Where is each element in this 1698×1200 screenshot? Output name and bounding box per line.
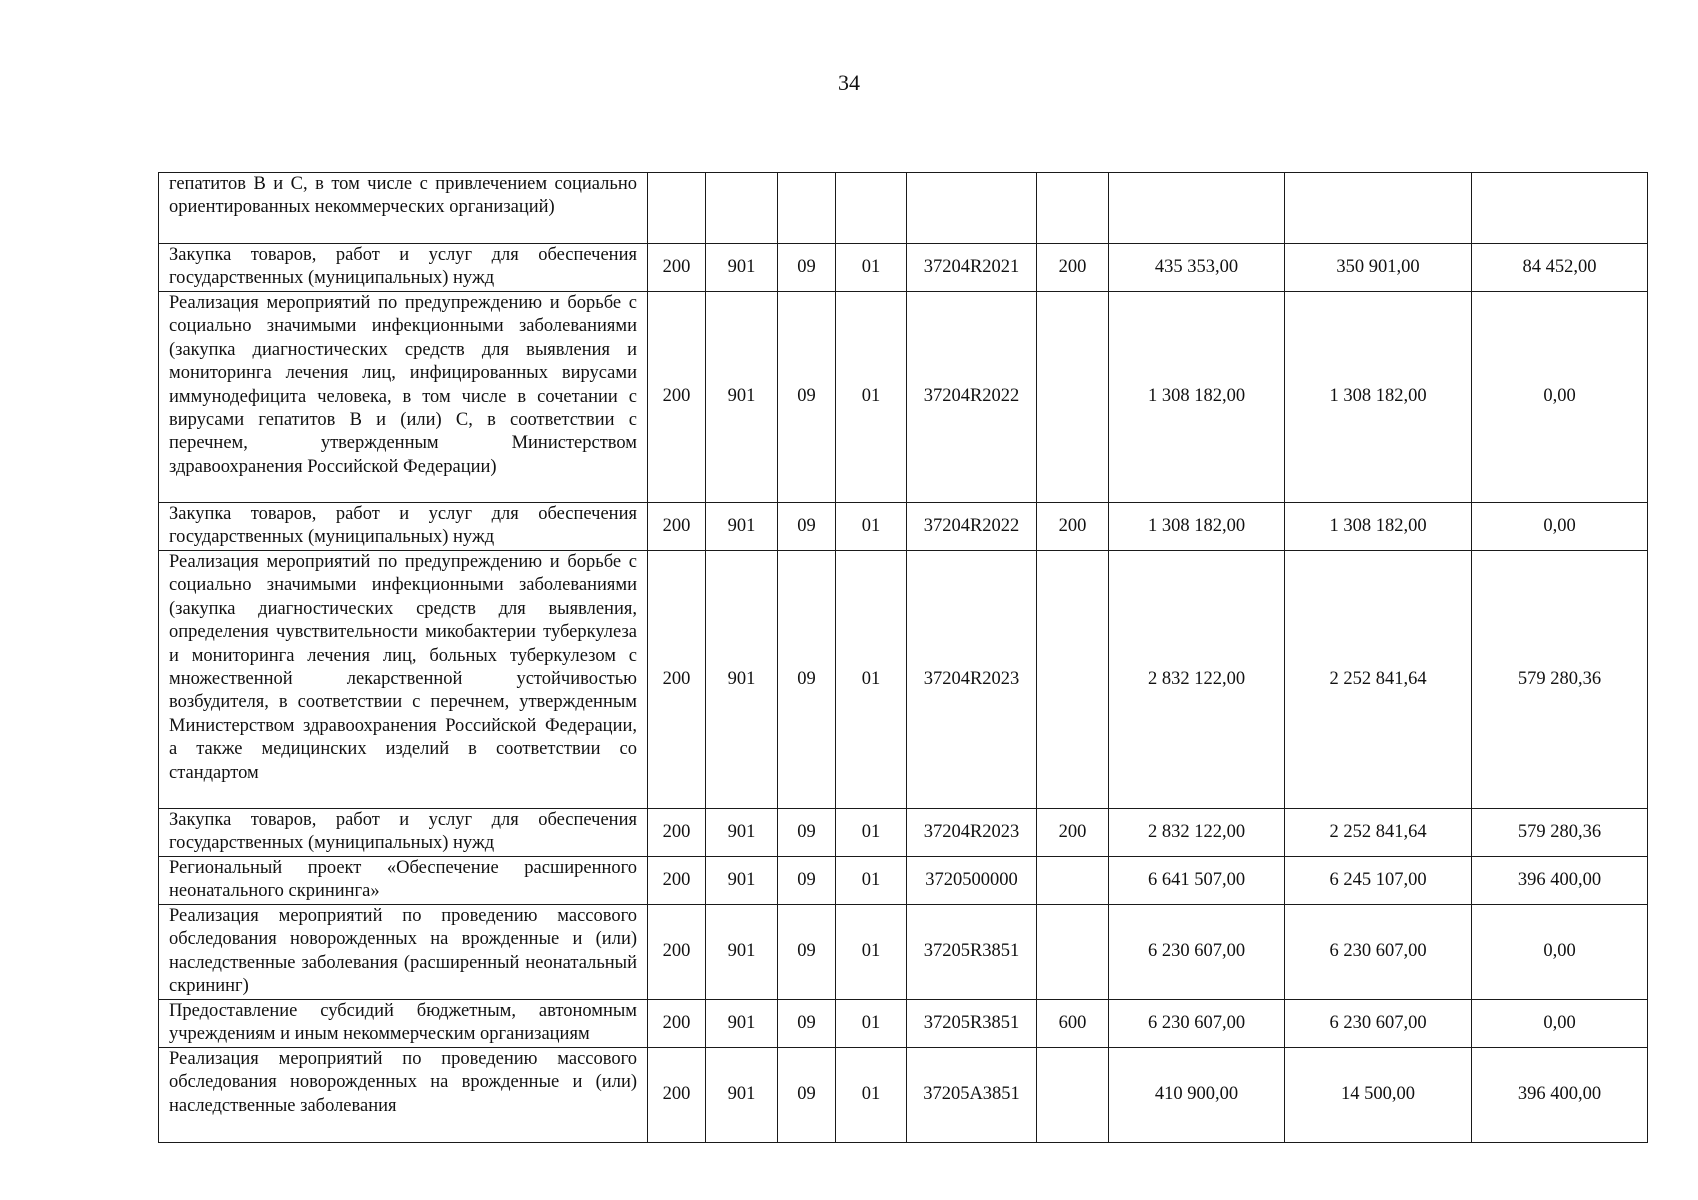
table-row	[159, 503, 1648, 551]
table-row	[159, 809, 1648, 857]
cell-expense-type	[1037, 1048, 1109, 1143]
cell-subsection: 01	[836, 551, 907, 809]
cell-target-article: 37204R2022	[907, 503, 1037, 551]
cell-code-1: 200	[648, 551, 706, 809]
cell-code-1: 200	[648, 503, 706, 551]
cell-expense-type: 200	[1037, 244, 1109, 292]
cell-description: Региональный проект «Обеспечение расширенного неонатального скрининга»	[159, 857, 648, 905]
budget-table	[158, 172, 1648, 1143]
cell-target-article: 37205A3851	[907, 1048, 1037, 1143]
cell-amount-total: 435 353,00	[1109, 244, 1285, 292]
cell-subsection: 01	[836, 905, 907, 1000]
cell-section: 09	[778, 551, 836, 809]
cell-subsection: 01	[836, 503, 907, 551]
cell-target-article: 37204R2021	[907, 244, 1037, 292]
cell-expense-type	[1037, 857, 1109, 905]
cell-amount-2: 579 280,36	[1472, 551, 1648, 809]
cell-code-2: 901	[706, 1000, 778, 1048]
cell-amount-2: 0,00	[1472, 503, 1648, 551]
cell-target-article: 3720500000	[907, 857, 1037, 905]
cell-amount-1: 350 901,00	[1285, 244, 1472, 292]
cell-amount-2: 84 452,00	[1472, 244, 1648, 292]
cell-amount-1: 1 308 182,00	[1285, 503, 1472, 551]
table-row	[159, 905, 1648, 1000]
cell-section: 09	[778, 905, 836, 1000]
cell-section: 09	[778, 809, 836, 857]
cell-expense-type	[1037, 551, 1109, 809]
cell-description: Реализация мероприятий по предупреждению и борьбе с социально значимыми инфекционными заболеваниями (закупка диагностических средств для выявления и мониторинга лечения лиц, инфицированных вирусами иммунодефицита человека, в том числе в сочетании с вирусами гепатитов В и (или) С, в соответствии с перечнем, утвержденным Министерством здравоохранения Российской Федерации)	[159, 292, 648, 503]
cell-amount-2: 0,00	[1472, 905, 1648, 1000]
cell-code-2: 901	[706, 503, 778, 551]
cell-code-1: 200	[648, 905, 706, 1000]
cell-code-2: 901	[706, 292, 778, 503]
cell-code-2: 901	[706, 551, 778, 809]
cell-amount-1	[1285, 173, 1472, 244]
cell-amount-total: 2 832 122,00	[1109, 809, 1285, 857]
cell-code-2: 901	[706, 809, 778, 857]
table-row	[159, 1000, 1648, 1048]
cell-amount-2: 396 400,00	[1472, 857, 1648, 905]
cell-code-2: 901	[706, 857, 778, 905]
cell-amount-total: 6 641 507,00	[1109, 857, 1285, 905]
table-row	[159, 173, 1648, 244]
cell-section: 09	[778, 503, 836, 551]
cell-expense-type: 200	[1037, 809, 1109, 857]
cell-amount-1: 2 252 841,64	[1285, 551, 1472, 809]
table-row	[159, 857, 1648, 905]
cell-code-1: 200	[648, 244, 706, 292]
cell-description: Предоставление субсидий бюджетным, автономным учреждениям и иным некоммерческим организациям	[159, 1000, 648, 1048]
cell-amount-1: 1 308 182,00	[1285, 292, 1472, 503]
cell-amount-total: 6 230 607,00	[1109, 905, 1285, 1000]
cell-amount-total: 410 900,00	[1109, 1048, 1285, 1143]
cell-section: 09	[778, 292, 836, 503]
cell-amount-2: 579 280,36	[1472, 809, 1648, 857]
cell-description: Реализация мероприятий по проведению массового обследования новорожденных на врожденные и (или) наследственные заболевания	[159, 1048, 648, 1143]
cell-amount-total: 1 308 182,00	[1109, 503, 1285, 551]
page-number: 34	[838, 70, 860, 95]
cell-target-article	[907, 173, 1037, 244]
cell-amount-1: 2 252 841,64	[1285, 809, 1472, 857]
cell-expense-type	[1037, 905, 1109, 1000]
cell-code-1: 200	[648, 292, 706, 503]
cell-section: 09	[778, 1000, 836, 1048]
cell-amount-2: 0,00	[1472, 1000, 1648, 1048]
cell-subsection: 01	[836, 1048, 907, 1143]
cell-expense-type: 600	[1037, 1000, 1109, 1048]
cell-expense-type: 200	[1037, 503, 1109, 551]
cell-code-1: 200	[648, 1048, 706, 1143]
cell-amount-2: 0,00	[1472, 292, 1648, 503]
cell-subsection: 01	[836, 292, 907, 503]
cell-section: 09	[778, 1048, 836, 1143]
cell-code-2: 901	[706, 244, 778, 292]
cell-description: Закупка товаров, работ и услуг для обеспечения государственных (муниципальных) нужд	[159, 809, 648, 857]
cell-amount-total: 2 832 122,00	[1109, 551, 1285, 809]
cell-target-article: 37204R2023	[907, 809, 1037, 857]
cell-amount-1: 6 230 607,00	[1285, 905, 1472, 1000]
table-row	[159, 292, 1648, 503]
cell-code-1: 200	[648, 1000, 706, 1048]
cell-code-2: 901	[706, 1048, 778, 1143]
cell-description: Закупка товаров, работ и услуг для обеспечения государственных (муниципальных) нужд	[159, 244, 648, 292]
cell-target-article: 37205R3851	[907, 905, 1037, 1000]
cell-code-1: 200	[648, 809, 706, 857]
cell-amount-total: 1 308 182,00	[1109, 292, 1285, 503]
cell-subsection: 01	[836, 1000, 907, 1048]
cell-amount-total	[1109, 173, 1285, 244]
cell-description: Закупка товаров, работ и услуг для обеспечения государственных (муниципальных) нужд	[159, 503, 648, 551]
cell-amount-2: 396 400,00	[1472, 1048, 1648, 1143]
cell-code-2	[706, 173, 778, 244]
cell-subsection: 01	[836, 857, 907, 905]
cell-target-article: 37205R3851	[907, 1000, 1037, 1048]
cell-description: Реализация мероприятий по проведению массового обследования новорожденных на врожденные и (или) наследственные заболевания (расширенный неонатальный скрининг)	[159, 905, 648, 1000]
cell-description: гепатитов В и С, в том числе с привлечением социально ориентированных некоммерческих организаций)	[159, 173, 648, 244]
cell-section: 09	[778, 244, 836, 292]
cell-subsection: 01	[836, 809, 907, 857]
table-row	[159, 1048, 1648, 1143]
table-row	[159, 244, 1648, 292]
table-row	[159, 551, 1648, 809]
cell-expense-type	[1037, 173, 1109, 244]
cell-subsection	[836, 173, 907, 244]
cell-amount-total: 6 230 607,00	[1109, 1000, 1285, 1048]
cell-amount-1: 6 245 107,00	[1285, 857, 1472, 905]
cell-section	[778, 173, 836, 244]
table-body	[159, 173, 1648, 1143]
cell-amount-1: 6 230 607,00	[1285, 1000, 1472, 1048]
cell-subsection: 01	[836, 244, 907, 292]
cell-code-1	[648, 173, 706, 244]
cell-section: 09	[778, 857, 836, 905]
cell-amount-2	[1472, 173, 1648, 244]
cell-code-1: 200	[648, 857, 706, 905]
cell-expense-type	[1037, 292, 1109, 503]
cell-target-article: 37204R2022	[907, 292, 1037, 503]
cell-code-2: 901	[706, 905, 778, 1000]
cell-target-article: 37204R2023	[907, 551, 1037, 809]
cell-description: Реализация мероприятий по предупреждению и борьбе с социально значимыми инфекционными заболеваниями (закупка диагностических средств для выявления, определения чувствительности микобактерии туберкулеза и мониторинга лечения лиц, больных туберкулезом с множественной лекарственной устойчивостью возбудителя, в соответствии с перечнем, утвержденным Министерством здравоохранения Российской Федерации, а также медицинских изделий в соответствии со стандартом	[159, 551, 648, 809]
cell-amount-1: 14 500,00	[1285, 1048, 1472, 1143]
